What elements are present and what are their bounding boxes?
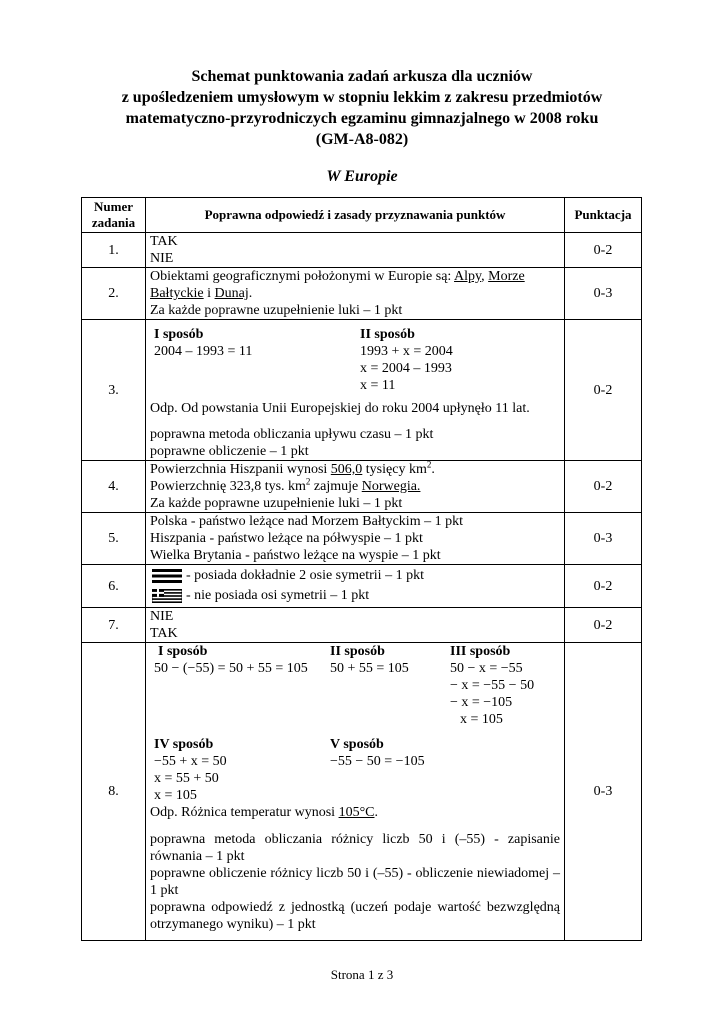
answer-line: Wielka Brytania - państwo leżące na wyspie – 1 pkt	[150, 548, 441, 563]
task-answer	[146, 461, 565, 512]
task-number: 5.	[82, 513, 146, 564]
answer-line: - nie posiada osi symetrii – 1 pkt	[150, 587, 560, 604]
answer-line: TAK	[150, 626, 178, 641]
task-points: 0-2	[593, 617, 613, 633]
answer-line: NIE	[150, 251, 174, 266]
task-points: 0-2	[593, 242, 613, 258]
criterion: poprawna odpowiedź z jednostką (uczeń podaje wartość bezwzględną otrzymanego wyniku) – 1 pkt	[150, 900, 560, 932]
task-number: 6.	[82, 565, 146, 607]
answer-line: Hiszpania - państwo leżące na półwyspie – 1 pkt	[150, 531, 423, 546]
answer-line: Odp. Od powstania Unii Europejskiej do roku 2004 upłynęło 11 lat.	[150, 401, 530, 416]
task-number: 7.	[82, 608, 146, 642]
task-answer	[146, 268, 565, 319]
task-number: 3.	[82, 320, 146, 460]
task-number: 4.	[82, 461, 146, 512]
method-1: I sposób 2004 – 1993 = 11	[154, 327, 253, 359]
criterion: poprawne obliczenie – 1 pkt	[150, 444, 309, 459]
task-number: 8.	[82, 643, 146, 940]
task-answer	[146, 320, 565, 460]
answer-line: TAK	[150, 234, 178, 249]
task-points: 0-3	[593, 531, 613, 546]
title-line-2: z upośledzeniem umysłowym w stopniu lekkim z zakresu przedmiotów	[121, 89, 603, 106]
table-row	[82, 319, 641, 460]
task-answer	[146, 608, 565, 642]
striped-flag-icon	[152, 569, 182, 583]
table-row	[82, 267, 641, 319]
scoring-rule: Za każde poprawne uzupełnienie luki – 1 pkt	[150, 303, 403, 318]
answer-line: NIE	[150, 609, 174, 624]
document-subtitle: W Europie	[326, 168, 398, 185]
greek-flag-icon	[152, 589, 182, 603]
table-row	[82, 512, 641, 564]
method-2: II sposób 1993 + x = 2004 x = 2004 – 1993 x = 11	[360, 327, 453, 393]
task-answer	[146, 233, 565, 267]
solution-methods	[150, 326, 560, 394]
task-number: 1.	[82, 233, 146, 267]
table-row	[82, 642, 641, 940]
header-number: Numer zadania	[82, 198, 146, 232]
criterion: poprawne obliczenie różnicy liczb 50 i (–55) - obliczenie niewiadomej – 1 pkt	[150, 866, 560, 898]
method-1: I sposób 50 − (−55) = 50 + 55 = 105	[154, 644, 308, 676]
method-5: V sposób −55 − 50 = −105	[330, 737, 425, 769]
solution-methods-row-2	[150, 736, 560, 804]
task-points: 0-2	[593, 382, 613, 398]
table-row	[82, 232, 641, 267]
table-header	[82, 198, 641, 232]
answer-line: Bałtyckie i Dunaj.	[150, 286, 253, 301]
task-answer	[146, 643, 565, 940]
answer-line: - posiada dokładnie 2 osie symetrii – 1 pkt	[150, 567, 560, 584]
table-row	[82, 564, 641, 607]
answer-line: Powierzchnię 323,8 tys. $km^2$ zajmuje Norwegia.	[150, 476, 421, 494]
task-number: 2.	[82, 268, 146, 319]
title-line-4: (GM-A8-082)	[315, 131, 409, 148]
solution-methods-row-1	[150, 643, 560, 728]
scoring-table	[81, 197, 642, 941]
task-points: 0-3	[593, 286, 613, 301]
scoring-rule: Za każde poprawne uzupełnienie luki – 1 pkt	[150, 496, 403, 511]
page-number: Strona 1 z 3	[330, 967, 394, 982]
task-points: 0-2	[593, 479, 613, 494]
table-row	[82, 460, 641, 512]
document-title	[0, 66, 724, 150]
criterion: poprawna metoda obliczania różnicy liczb 50 i (–55) - zapisanie równania – 1 pkt	[150, 832, 560, 864]
table-row	[82, 607, 641, 642]
criterion: poprawna metoda obliczania upływu czasu – 1 pkt	[150, 427, 434, 442]
method-2: II sposób 50 + 55 = 105	[330, 644, 409, 676]
answer-line: Powierzchnia Hiszpanii wynosi 506,0 tysięcy $km^2$.	[150, 461, 435, 477]
title-line-3: matematyczno-przyrodniczych egzaminu gimnazjalnego w 2008 roku	[125, 110, 599, 127]
answer-line: Odp. Różnica temperatur wynosi 105°C.	[150, 805, 378, 820]
header-answer: Poprawna odpowiedź i zasady przyznawania punktów	[146, 198, 565, 232]
header-points: Punktacja	[574, 207, 632, 222]
task-points: 0-3	[593, 784, 613, 799]
method-3: III sposób 50 − x = −55 − x = −55 − 50 − x = −105 x = 105	[450, 644, 535, 727]
method-4: IV sposób −55 + x = 50 x = 55 + 50 x = 105	[154, 737, 227, 803]
answer-line: Obiektami geograficznymi położonymi w Europie są: Alpy, Morze	[150, 269, 525, 284]
task-answer	[146, 513, 565, 564]
task-answer	[146, 565, 565, 607]
title-line-1: Schemat punktowania zadań arkusza dla uczniów	[191, 68, 533, 85]
answer-line: Polska - państwo leżące nad Morzem Bałtyckim – 1 pkt	[150, 514, 463, 529]
task-points: 0-2	[593, 578, 613, 594]
